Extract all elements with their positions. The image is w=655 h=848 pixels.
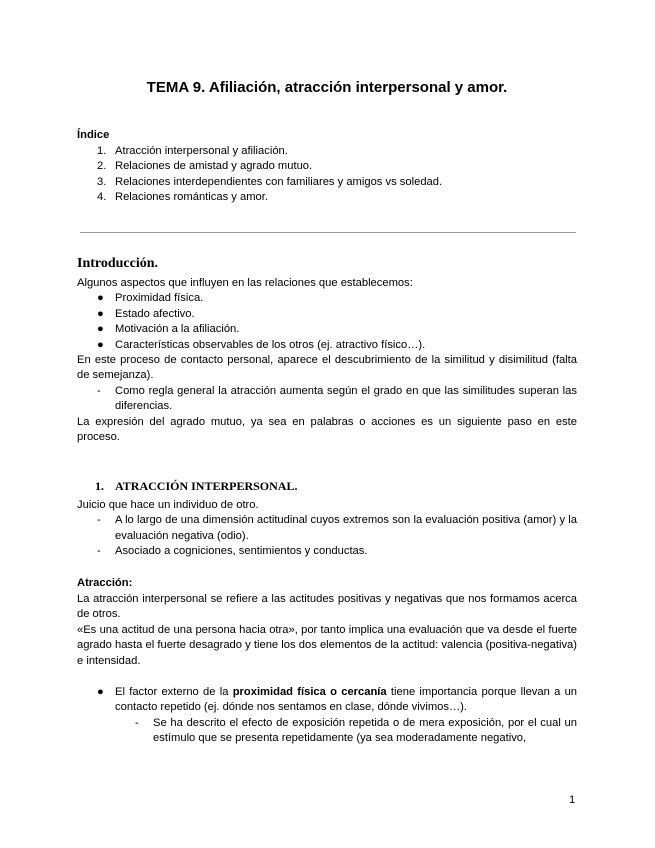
list-item-text: Estado afectivo. bbox=[115, 307, 195, 320]
dash-icon: - bbox=[97, 545, 101, 558]
bullet-icon: ● bbox=[97, 292, 104, 305]
atraccion-list bbox=[77, 685, 577, 747]
emphasis-text: proximidad física o cercanía bbox=[232, 686, 387, 698]
list-item-number: 4. bbox=[97, 191, 107, 204]
list-item bbox=[77, 716, 577, 747]
bullet-icon: ● bbox=[97, 338, 104, 351]
subsection-heading: Atracción: bbox=[77, 577, 133, 589]
page-number: 1 bbox=[569, 794, 576, 806]
bullet-icon: ● bbox=[97, 307, 104, 320]
section-heading bbox=[77, 479, 297, 494]
intro-paragraph: La expresión del agrado mutuo, ya sea en palabras o acciones es un siguiente paso en este proceso. bbox=[77, 415, 577, 444]
list-item-number: 3. bbox=[97, 175, 107, 188]
list-item-text: Atracción interpersonal y afiliación. bbox=[115, 145, 288, 157]
horizontal-divider bbox=[80, 232, 576, 233]
document-title: TEMA 9. Afiliación, atracción interpersonal y amor. bbox=[146, 79, 508, 96]
list-item-text: Asociado a cogniciones, sentimientos y conductas. bbox=[115, 545, 368, 558]
list-item bbox=[77, 144, 577, 159]
list-item-text: Relaciones románticas y amor. bbox=[115, 191, 268, 204]
list-item bbox=[77, 175, 577, 190]
intro-body bbox=[77, 276, 577, 445]
bullet-icon: ● bbox=[97, 686, 104, 698]
section-lead: Juicio que hace un individuo de otro. bbox=[77, 499, 259, 511]
list-item bbox=[77, 159, 577, 174]
list-item bbox=[77, 322, 577, 337]
list-item-text: Como regla general la atracción aumenta según el grado en que las similitudes superan las diferencias. bbox=[115, 384, 577, 413]
list-item-text: A lo largo de una dimensión actitudinal cuyos extremos son la evaluación positiva (amor) y la evaluación negativa (odio). bbox=[115, 514, 577, 542]
atraccion-paragraph: La atracción interpersonal se refiere a las actitudes positivas y negativas que nos formamos acerca de otros. bbox=[77, 593, 577, 621]
list-item-text: Relaciones interdependientes con familiares y amigos vs soledad. bbox=[115, 175, 443, 188]
dash-icon: - bbox=[97, 384, 101, 397]
list-item bbox=[77, 190, 577, 205]
section-title: ATRACCIÓN INTERPERSONAL. bbox=[115, 479, 298, 493]
bullet-icon: ● bbox=[97, 323, 104, 336]
list-item bbox=[77, 544, 577, 559]
list-item bbox=[77, 307, 577, 322]
intro-paragraph: En este proceso de contacto personal, aparece el descubrimiento de la similitud y disimilitud (falta de semejanza). bbox=[77, 354, 577, 382]
list-item-text: Proximidad física. bbox=[115, 292, 204, 305]
list-item-text: tiene importancia porque llevan a un contacto repetido (ej. dónde nos sentamos en clase, dónde vivimos…). bbox=[115, 686, 578, 714]
list-item-number: 1. bbox=[97, 145, 107, 157]
list-item-text: Características observables de los otros (ej. atractivo físico…). bbox=[115, 338, 426, 351]
list-item bbox=[77, 685, 577, 716]
list-item bbox=[77, 291, 577, 306]
list-item-text: El factor externo de la bbox=[115, 686, 233, 698]
section-number: 1. bbox=[95, 479, 104, 493]
list-item bbox=[77, 513, 577, 544]
list-item bbox=[77, 338, 577, 353]
list-item-number: 2. bbox=[97, 160, 107, 173]
list-item-text: Se ha descrito el efecto de exposición repetida o de mera exposición, por el cual un estímulo que se presenta repetidamente (ya sea moderadamente negativo, bbox=[153, 716, 577, 745]
intro-heading: Introducción. bbox=[77, 256, 159, 271]
index-heading: Índice bbox=[77, 129, 110, 141]
intro-lead: Algunos aspectos que influyen en las relaciones que establecemos: bbox=[77, 277, 413, 289]
atraccion-body bbox=[77, 592, 577, 669]
section1-body bbox=[77, 498, 577, 560]
list-item-text: Relaciones de amistad y agrado mutuo. bbox=[115, 160, 313, 173]
dash-icon: - bbox=[135, 716, 139, 729]
atraccion-paragraph: «Es una actitud de una persona hacia otra», por tanto implica una evaluación que va desde el fuerte agrado hasta el fuerte desagrado y tiene los dos elementos de la actitud: valencia (positiva-negativa) e intensidad. bbox=[77, 623, 577, 667]
index-list bbox=[77, 144, 577, 206]
dash-icon: - bbox=[97, 514, 101, 527]
list-item bbox=[77, 384, 577, 415]
list-item-text: Motivación a la afiliación. bbox=[115, 323, 240, 336]
